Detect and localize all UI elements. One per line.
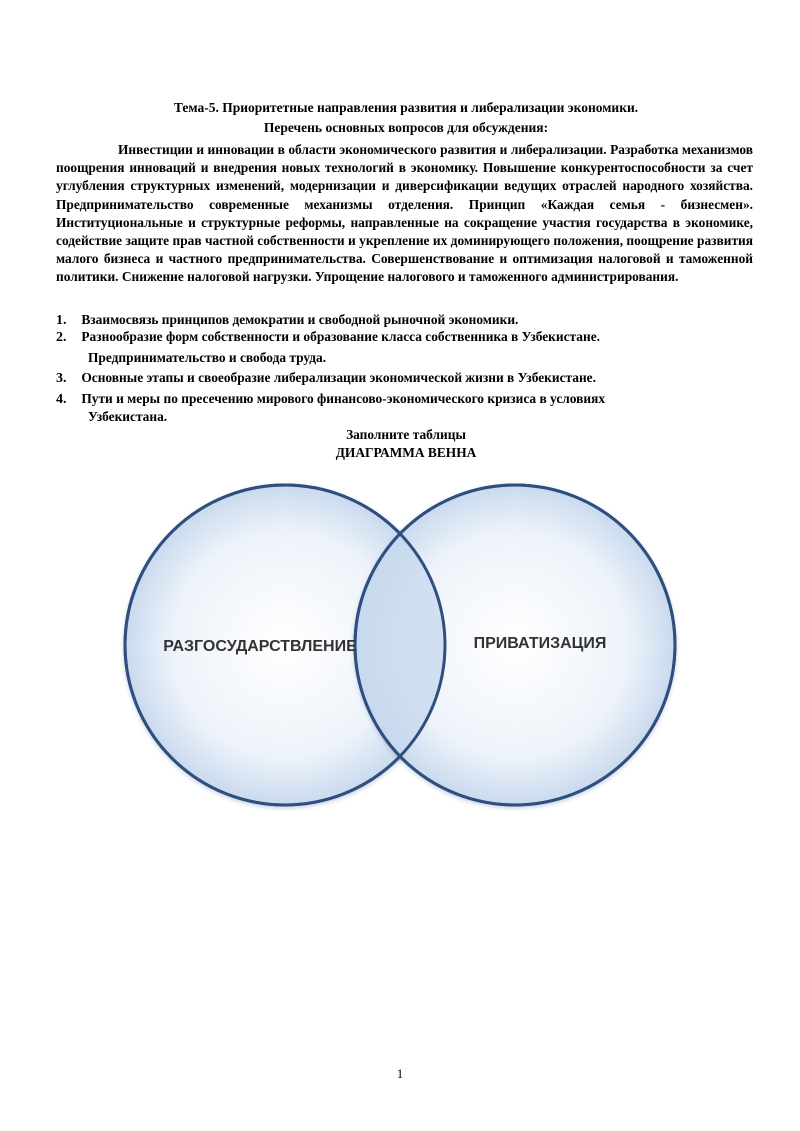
diagram-title: ДИАГРАММА ВЕННА <box>335 445 477 460</box>
topic-title: Тема-5. Приоритетные направления развития и либерализации экономики. <box>173 100 639 115</box>
question-item-2 <box>56 328 756 347</box>
question-item-4-continuation: Узбекистана. <box>88 409 168 424</box>
venn-left-label: РАЗГОСУДАРСТВЛЕНИЕ <box>163 638 357 655</box>
question-number: 4. <box>56 392 67 407</box>
question-number: 3. <box>56 371 67 386</box>
question-text: Основные этапы и своеобразие либерализации экономической жизни в Узбекистане. <box>81 370 596 385</box>
venn-diagram <box>110 470 690 820</box>
intro-paragraph: Инвестиции и инновации в области экономического развития и либерализации. Разработка механизмов поощрения инноваций и внедрения новых технологий в экономику. Повышение конкурентоспособности за счет углубления структурных изменений, модернизации и диверсификации ведущих отраслей народного хозяйства. Предпринимательство современные механизмы отделения. Принцип «Каждая семья - бизнесмен». Институциональные и структурные реформы, направленные на сокращение участия государства в экономике, содействие защите прав частной собственности и укрепление их доминирующего положения, поощрение развития малого бизнеса и частного предпринимательства. Совершенствование и оптимизация налоговой и таможенной политики. Снижение налоговой нагрузки. Упрощение налогового и таможенного администрирования. <box>56 142 753 285</box>
question-text: Разнообразие форм собственности и образование класса собственника в Узбекистане. <box>81 329 600 344</box>
question-text: Взаимосвязь принципов демократии и свободной рыночной экономики. <box>81 312 519 327</box>
venn-right-label: ПРИВАТИЗАЦИЯ <box>473 635 607 652</box>
task-instruction: Заполните таблицы <box>346 427 466 442</box>
question-text: Пути и меры по пресечению мирового финансово-экономического кризиса в условиях <box>81 391 606 406</box>
question-item-2-continuation: Предпринимательство и свобода труда. <box>88 350 327 365</box>
question-number: 2. <box>56 330 67 345</box>
discussion-subtitle: Перечень основных вопросов для обсуждения: <box>263 120 549 135</box>
page-number: 1 <box>396 1066 404 1081</box>
question-item-4 <box>56 390 756 409</box>
question-item-3 <box>56 369 756 388</box>
question-number: 1. <box>56 313 67 328</box>
